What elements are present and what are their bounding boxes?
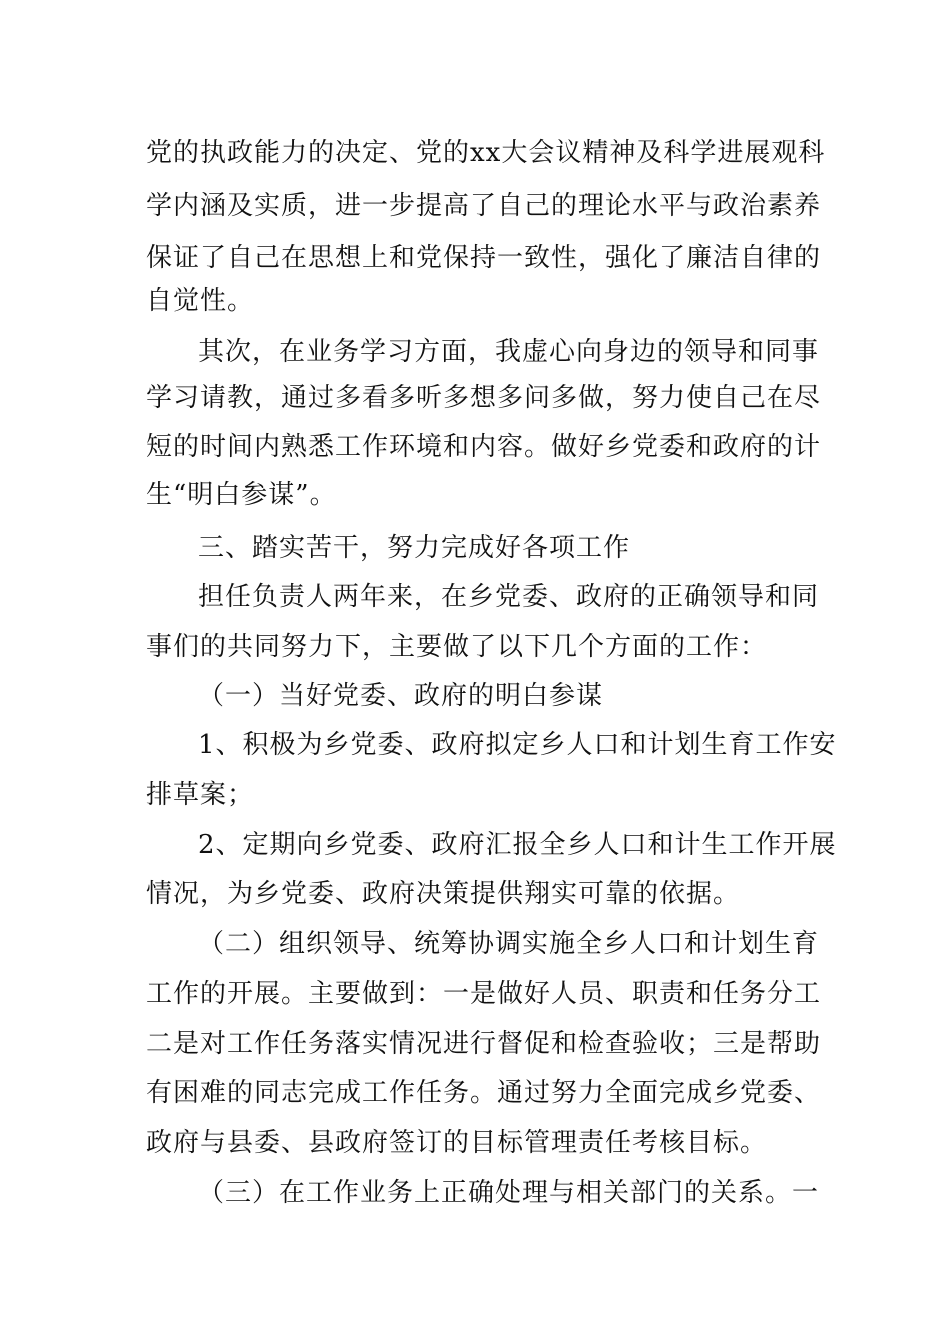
text-line: 短的时间内熟悉工作环境和内容。做好乡党委和政府的计: [146, 432, 822, 462]
text-line: 党的执政能力的决定、党的xx大会议精神及科学进展观科: [146, 138, 826, 168]
subsection-heading: （一）当好党委、政府的明白参谋: [198, 681, 604, 711]
text-line: 其次，在业务学习方面，我虚心向身边的领导和同事: [198, 337, 820, 367]
text-line: 学习请教，通过多看多听多想多问多做，努力使自己在尽: [146, 383, 822, 413]
text-line: 学内涵及实质，进一步提高了自己的理论水平与政治素养: [146, 191, 822, 221]
text-line: 2、定期向乡党委、政府汇报全乡人口和计生工作开展: [198, 830, 837, 860]
text-line: 自觉性。: [146, 286, 255, 316]
text-line: 有困难的同志完成工作任务。通过努力全面完成乡党委、: [146, 1078, 822, 1108]
text-line: 1、积极为乡党委、政府拟定乡人口和计划生育工作安: [198, 730, 837, 760]
text-line: 情况，为乡党委、政府决策提供翔实可靠的依据。: [146, 879, 741, 909]
text-line: 事们的共同努力下，主要做了以下几个方面的工作：: [146, 632, 768, 662]
text-line: 保证了自己在思想上和党保持一致性，强化了廉洁自律的: [146, 243, 822, 273]
subsection-heading: （三）在工作业务上正确处理与相关部门的关系。一: [198, 1178, 820, 1208]
section-heading: 三、踏实苦干，努力完成好各项工作: [198, 533, 631, 563]
text-line: 二是对工作任务落实情况进行督促和检查验收；三是帮助: [146, 1029, 822, 1059]
text-line: 担任负责人两年来，在乡党委、政府的正确领导和同: [198, 582, 820, 612]
text-line: 工作的开展。主要做到：一是做好人员、职责和任务分工: [146, 979, 822, 1009]
text-line: 政府与县委、县政府签订的目标管理责任考核目标。: [146, 1128, 768, 1158]
text-line: 排草案；: [146, 780, 255, 810]
subsection-heading: （二）组织领导、统筹协调实施全乡人口和计划生育: [198, 929, 820, 959]
text-line: 生“明白参谋”。: [146, 480, 337, 510]
